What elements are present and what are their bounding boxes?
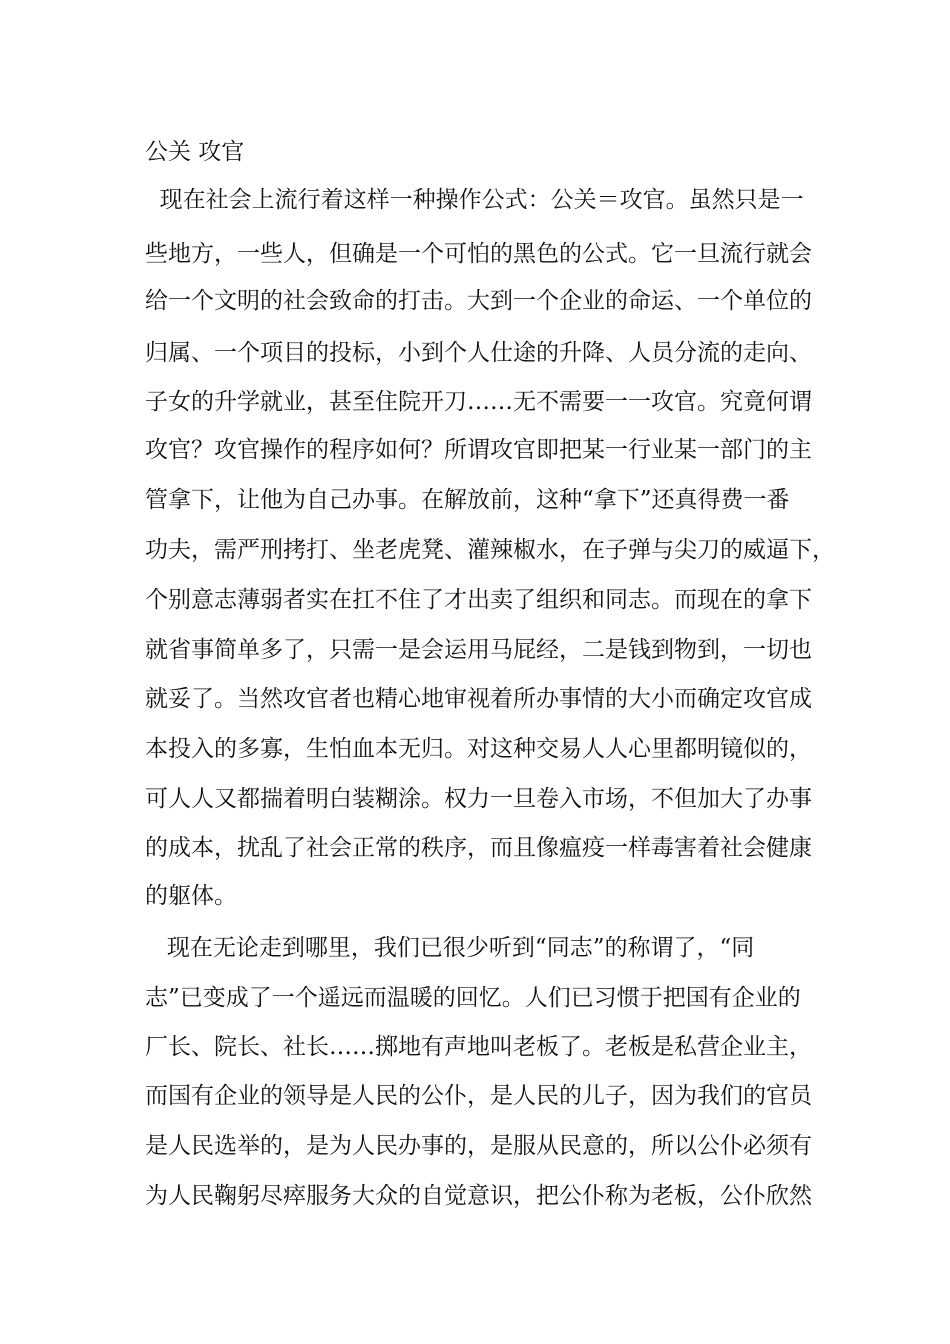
text-line: 个别意志薄弱者实在扛不住了才出卖了组织和同志。而现在的拿下 bbox=[145, 587, 812, 613]
text-line: 厂长、院长、社长……掷地有声地叫老板了。老板是私营企业主， bbox=[145, 1034, 812, 1060]
text-line: 功夫，需严刑拷打、坐老虎凳、灌辣椒水，在子弹与尖刀的威逼下， bbox=[145, 537, 835, 563]
text-line: 是人民选举的，是为人民办事的，是服从民意的，所以公仆必须有 bbox=[145, 1133, 812, 1159]
text-line: 子女的升学就业，甚至住院开刀……无不需要一一攻官。究竟何谓 bbox=[145, 389, 812, 415]
text-line: 现在社会上流行着这样一种操作公式：公关＝攻官。虽然只是一 bbox=[145, 187, 804, 213]
text-line: 的成本，扰乱了社会正常的秩序，而且像瘟疫一样毒害着社会健康 bbox=[145, 835, 812, 861]
text-line: 而国有企业的领导是人民的公仆，是人民的儿子，因为我们的官员 bbox=[145, 1083, 812, 1109]
text-line: 就妥了。当然攻官者也精心地审视着所办事情的大小而确定攻官成 bbox=[145, 686, 812, 712]
text-line: 就省事简单多了，只需一是会运用马屁经，二是钱到物到，一切也 bbox=[145, 637, 812, 663]
text-line: 可人人又都揣着明白装糊涂。权力一旦卷入市场，不但加大了办事 bbox=[145, 786, 812, 812]
text-line: 现在无论走到哪里，我们已很少听到“同志”的称谓了，“同 bbox=[145, 935, 755, 961]
text-line: 的躯体。 bbox=[145, 883, 237, 909]
text-line: 给一个文明的社会致命的打击。大到一个企业的命运、一个单位的 bbox=[145, 288, 812, 314]
text-line: 管拿下，让他为自己办事。在解放前，这种“拿下”还真得费一番 bbox=[145, 487, 790, 513]
text-line: 攻官？攻官操作的程序如何？所谓攻官即把某一行业某一部门的主 bbox=[145, 437, 812, 463]
text-line: 本投入的多寡，生怕血本无归。对这种交易人人心里都明镜似的， bbox=[145, 736, 812, 762]
text-line: 为人民鞠躬尽瘁服务大众的自觉意识，把公仆称为老板，公仆欣然 bbox=[145, 1183, 812, 1209]
text-line: 些地方，一些人，但确是一个可怕的黑色的公式。它一旦流行就会 bbox=[145, 241, 812, 267]
document-title: 公关 攻官 bbox=[145, 139, 245, 165]
text-line: 志”已变成了一个遥远而温暖的回忆。人们已习惯于把国有企业的 bbox=[145, 985, 801, 1011]
text-line: 归属、一个项目的投标，小到个人仕途的升降、人员分流的走向、 bbox=[145, 340, 812, 366]
